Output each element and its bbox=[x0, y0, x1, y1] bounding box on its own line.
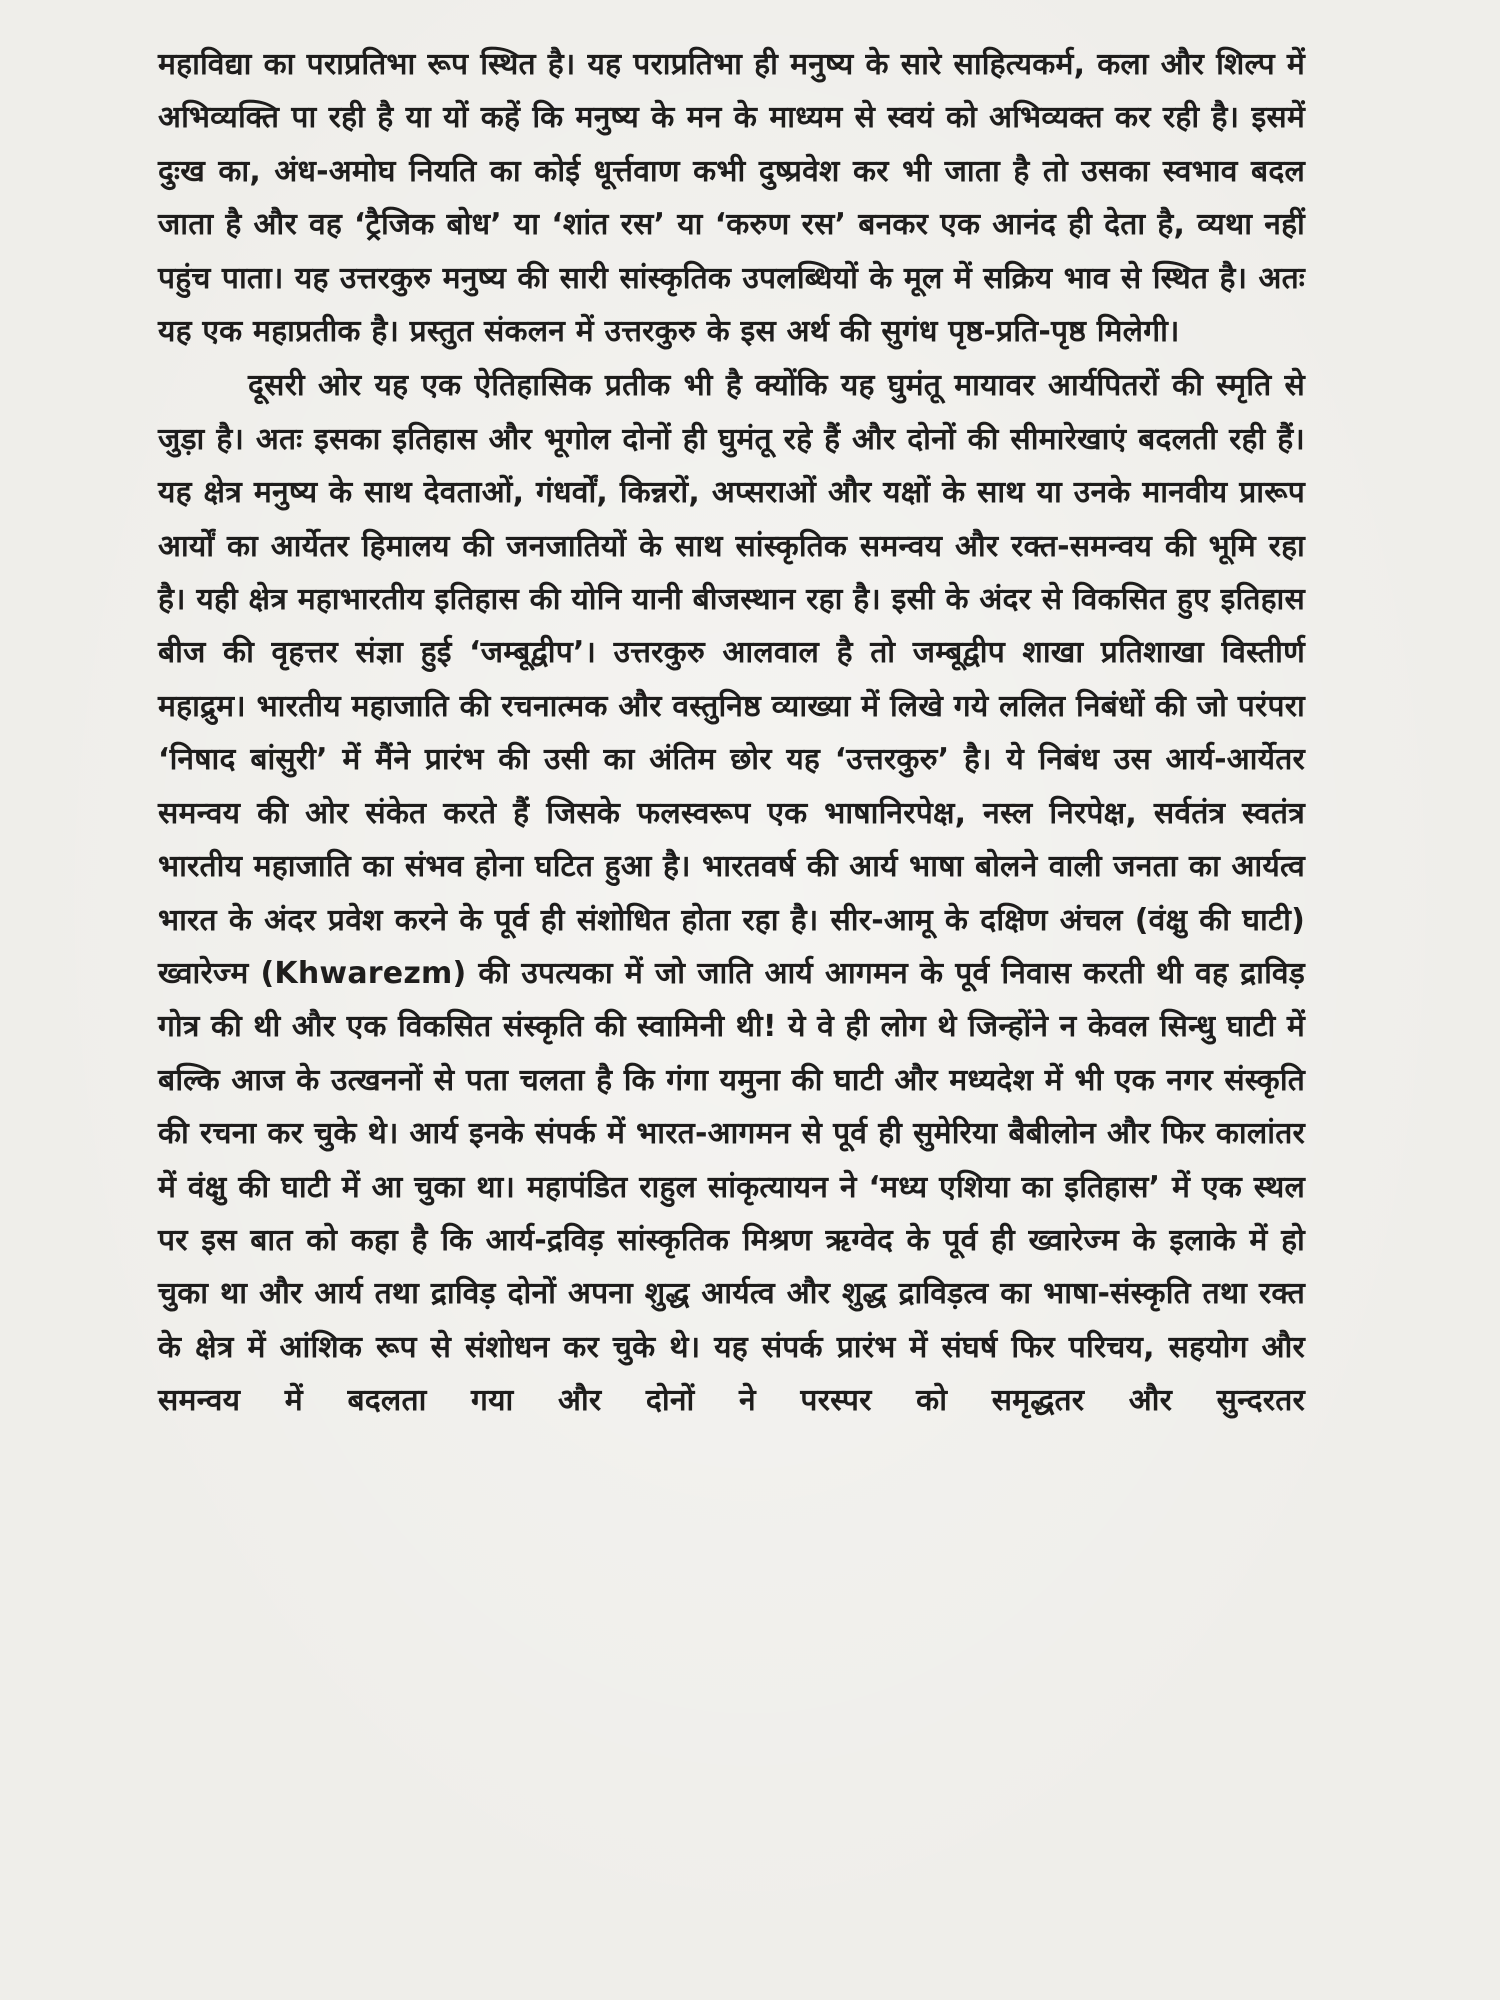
paragraph-2: दूसरी ओर यह एक ऐतिहासिक प्रतीक भी है क्योंकि यह घुमंतू मायावर आर्यपितरों की स्मृति से जुड़ा है। अतः इसका इतिहास और भूगोल दोनों ही घुमंतू रहे हैं और दोनों की सीमारेखाएं बदलती रही हैं। यह क्षेत्र मनुष्य के साथ देवताओं, गंधर्वों, किन्नरों, अप्सराओं और यक्षों के साथ या उनके मानवीय प्रारूप आर्यों का आर्येतर हिमालय की जनजातियों के साथ सांस्कृतिक समन्वय और रक्त-समन्वय की भूमि रहा है। यही क्षेत्र महाभारतीय इतिहास की योनि यानी बीजस्थान रहा है। इसी के अंदर से विकसित हुए इतिहास बीज की वृहत्तर संज्ञा हुई ‘जम्बूद्वीप’। उत्तरकुरु आलवाल है तो जम्बूद्वीप शाखा प्रतिशाखा विस्तीर्ण महाद्रुम। भारतीय महाजाति की रचनात्मक और वस्तुनिष्ठ व्याख्या में लिखे गये ललित निबंधों की जो परंपरा ‘निषाद बांसुरी’ में मैंने प्रारंभ की उसी का अंतिम छोर यह ‘उत्तरकुरु’ है। ये निबंध उस आर्य-आर्येतर समन्वय की ओर संकेत करते हैं जिसके फलस्वरूप एक भाषानिरपेक्ष, नस्ल निरपेक्ष, सर्वतंत्र स्वतंत्र भारतीय महाजाति का संभव होना घटित हुआ है। भारतवर्ष की आर्य भाषा बोलने वाली जनता का आर्यत्व भारत के अंदर प्रवेश करने के पूर्व ही संशोधित होता रहा है। सीर-आमू के दक्षिण अंचल (वंक्षु की घाटी) ख्वारेज्म (Khwarezm) की उपत्यका में जो जाति आर्य आगमन के पूर्व निवास करती थी वह द्राविड़ गोत्र की थी और एक विकसित संस्कृति की स्वामिनी थी! ये वे ही लोग थे जिन्होंने न केवल सिन्धु घाटी में बल्कि आज के उत्खननों से पता चलता है कि गंगा यमुना की घाटी और मध्यदेश में भी एक नगर संस्कृति की रचना कर चुके थे। आर्य इनके संपर्क में भारत-आगमन से पूर्व ही सुमेरिया बैबीलोन और फिर कालांतर में वंक्षु की घाटी में आ चुका था। महापंडित राहुल सांकृत्यायन ने ‘मध्य एशिया का इतिहास’ में एक स्थल पर इस बात को कहा है कि आर्य-द्रविड़ सांस्कृतिक मिश्रण ऋग्वेद के पूर्व ही ख्वारेज्म के इलाके में हो चुका था और आर्य तथा द्राविड़ दोनों अपना शुद्ध आर्यत्व और शुद्ध द्राविड़त्व का भाषा-संस्कृति तथा रक्त के क्षेत्र में आंशिक रूप से संशोधन कर चुके थे। यह संपर्क प्रारंभ में संघर्ष फिर परिचय, सहयोग और समन्वय में बदलता गया और दोनों ने परस्पर को समृद्धतर और सुन्दरतर bbox=[158, 368, 1305, 1419]
paragraph-1: महाविद्या का पराप्रतिभा रूप स्थित है। यह पराप्रतिभा ही मनुष्य के सारे साहित्यकर्म, कला और शिल्प में अभिव्यक्ति पा रही है या यों कहें कि मनुष्य के मन के माध्यम से स्वयं को अभिव्यक्त कर रही है। इसमें दुःख का, अंध-अमोघ नियति का कोई धूर्त्तवाण कभी दुष्प्रवेश कर भी जाता है तो उसका स्वभाव बदल जाता है और वह ‘ट्रैजिक बोध’ या ‘शांत रस’ या ‘करुण रस’ बनकर एक आनंद ही देता है, व्यथा नहीं पहुंच पाता। यह उत्तरकुरु मनुष्य की सारी सांस्कृतिक उपलब्धियों के मूल में सक्रिय भाव से स्थित है। अतः यह एक महाप्रतीक है। प्रस्तुत संकलन में उत्तरकुरु के इस अर्थ की सुगंध पृष्ठ-प्रति-पृष्ठ मिलेगी। bbox=[158, 47, 1305, 350]
